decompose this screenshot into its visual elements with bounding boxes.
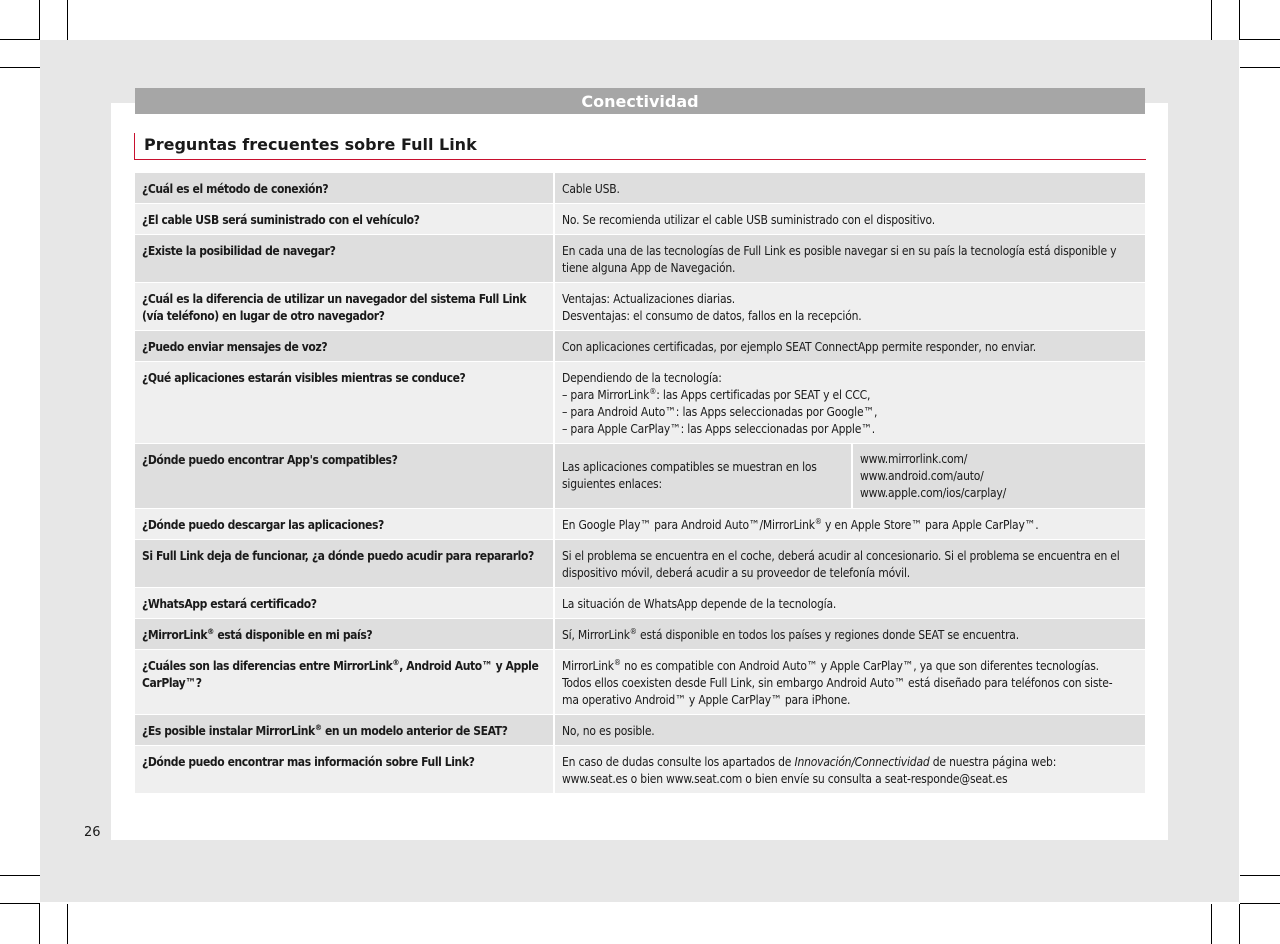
- crop-mark: [0, 875, 40, 876]
- faq-row: [134, 235, 1146, 282]
- faq-answer: [555, 588, 1145, 618]
- faq-row: [134, 509, 1146, 539]
- answer-line: – para Apple CarPlay™: las Apps seleccionadas por Apple™.: [562, 422, 875, 436]
- question-line: ¿Puedo enviar mensajes de voz?: [142, 340, 328, 354]
- faq-question: [135, 283, 553, 330]
- question-line: ¿Cuál es la diferencia de utilizar un navegador del sistema Full Link (vía: [142, 292, 527, 323]
- faq-question: [135, 444, 553, 508]
- answer-line: – para MirrorLink®: las Apps certificadas por SEAT y el CCC,: [562, 387, 871, 402]
- android-auto-url[interactable]: www.android.com/auto/: [860, 468, 984, 483]
- answer-line: No, no es posible.: [562, 724, 655, 738]
- answer-line: Todos ellos coexisten desde Full Link, sin embargo Android Auto™ está diseñado para teléfonos con siste-: [562, 676, 1113, 690]
- faq-answer: [555, 540, 1145, 587]
- faq-row: [134, 540, 1146, 587]
- mirrorlink-url[interactable]: www.mirrorlink.com/: [860, 451, 968, 466]
- crop-mark: [0, 39, 40, 40]
- faq-answer: [555, 509, 1145, 539]
- answer-line: tiene alguna App de Navegación.: [562, 261, 736, 275]
- faq-answer: [555, 204, 1145, 234]
- faq-answer: [555, 331, 1145, 361]
- faq-row: [134, 173, 1146, 203]
- crop-mark: [39, 904, 40, 944]
- faq-row: [134, 444, 1146, 508]
- faq-question: [135, 509, 553, 539]
- faq-question: [135, 362, 553, 443]
- faq-row: [134, 650, 1146, 714]
- faq-question: [135, 746, 553, 793]
- faq-row: [134, 746, 1146, 793]
- crop-mark: [39, 0, 40, 40]
- faq-row: [134, 715, 1146, 745]
- answer-description: [555, 444, 849, 508]
- answer-line: Dependiendo de la tecnología:: [562, 371, 722, 385]
- faq-answer: [555, 362, 1145, 443]
- crop-mark: [1240, 903, 1280, 904]
- answer-line: siguientes enlaces:: [562, 477, 662, 491]
- faq-row: [134, 362, 1146, 443]
- faq-question: [135, 619, 553, 649]
- answer-line: Si el problema se encuentra en el coche, deberá acudir al concesionario. Si el problema se encuentra en el: [562, 549, 1120, 563]
- answer-line: MirrorLink® no es compatible con Android Auto™ y Apple CarPlay™, ya que son diferentes tecnologías.: [562, 658, 1099, 673]
- answer-line: Cable USB.: [562, 182, 620, 196]
- answer-line: Sí, MirrorLink® está disponible en todos los países y regiones donde SEAT se encuentra.: [562, 627, 1019, 642]
- faq-answer: [555, 650, 1145, 714]
- answer-line: [562, 754, 1138, 771]
- answer-line: La situación de WhatsApp depende de la tecnología.: [562, 597, 837, 611]
- carplay-url[interactable]: www.apple.com/ios/carplay/: [860, 485, 1007, 500]
- question-line: ¿WhatsApp estará certificado?: [142, 597, 317, 611]
- answer-line: Con aplicaciones certificadas, por ejemplo SEAT ConnectApp permite responder, no enviar.: [562, 340, 1036, 354]
- crop-mark: [67, 0, 68, 40]
- faq-question: [135, 235, 553, 282]
- answer-line: Las aplicaciones compatibles se muestran en los: [562, 460, 817, 474]
- section-title: [134, 133, 1146, 160]
- faq-question: [135, 588, 553, 618]
- crop-mark: [1239, 0, 1240, 40]
- question-line: teléfono) en lugar de otro navegador?: [166, 309, 385, 323]
- crop-mark: [1211, 0, 1212, 40]
- faq-answer: [555, 444, 1145, 508]
- answer-line: dispositivo móvil, deberá acudir a su proveedor de telefonía móvil.: [562, 566, 911, 580]
- answer-line: Ventajas: Actualizaciones diarias.: [562, 292, 736, 306]
- question-line: ¿Cuál es el método de conexión?: [142, 182, 329, 196]
- faq-question: [135, 715, 553, 745]
- faq-question: [135, 173, 553, 203]
- question-line: CarPlay™?: [142, 676, 202, 690]
- question-line: ¿El cable USB será suministrado con el vehículo?: [142, 213, 420, 227]
- question-line: ¿Es posible instalar MirrorLink® en un modelo anterior de SEAT?: [142, 723, 508, 738]
- answer-links: [851, 444, 1145, 508]
- answer-text: En caso de dudas consulte los apartados de: [562, 755, 795, 769]
- crop-mark: [1240, 67, 1280, 68]
- faq-answer: [555, 173, 1145, 203]
- faq-question: [135, 204, 553, 234]
- faq-row: [134, 283, 1146, 330]
- faq-row: [134, 619, 1146, 649]
- crop-mark: [0, 67, 40, 68]
- faq-answer: [555, 283, 1145, 330]
- crop-mark: [0, 903, 40, 904]
- faq-answer: [555, 619, 1145, 649]
- answer-line: En cada una de las tecnologías de Full Link es posible navegar si en su país la tecnología está disponible y: [562, 244, 1117, 258]
- answer-line: ma operativo Android™ y Apple CarPlay™ para iPhone.: [562, 693, 851, 707]
- answer-line: – para Android Auto™: las Apps seleccionadas por Google™,: [562, 405, 878, 419]
- question-line: ¿Dónde puedo encontrar mas información sobre Full Link?: [142, 755, 475, 769]
- faq-question: [135, 650, 553, 714]
- crop-mark: [1239, 904, 1240, 944]
- faq-row: [134, 588, 1146, 618]
- question-line: Si Full Link deja de funcionar, ¿a dónde puedo acudir para repararlo?: [142, 549, 534, 563]
- page-number: 26: [84, 825, 101, 840]
- question-line: ¿Dónde puedo descargar las aplicaciones?: [142, 518, 384, 532]
- crop-mark: [67, 904, 68, 944]
- faq-answer: [555, 746, 1145, 793]
- faq-question: [135, 331, 553, 361]
- chapter-header: Conectividad: [135, 88, 1145, 114]
- faq-row: [134, 204, 1146, 234]
- question-line: ¿Cuáles son las diferencias entre MirrorLink®, Android Auto™ y Apple: [142, 658, 539, 673]
- crop-mark: [1211, 904, 1212, 944]
- answer-line: Desventajas: el consumo de datos, fallos en la recepción.: [562, 309, 862, 323]
- faq-answer: [555, 235, 1145, 282]
- crop-mark: [1240, 39, 1280, 40]
- answer-text: de nuestra página web:: [929, 755, 1057, 769]
- website-section-name: Innovación/Connectividad: [794, 755, 930, 769]
- question-line: ¿Existe la posibilidad de navegar?: [142, 244, 336, 258]
- question-line: ¿Qué aplicaciones estarán visibles mientras se conduce?: [142, 371, 466, 385]
- question-line: ¿Dónde puedo encontrar App's compatibles?: [142, 453, 398, 467]
- answer-line: En Google Play™ para Android Auto™/MirrorLink® y en Apple Store™ para Apple CarPlay™.: [562, 517, 1039, 532]
- faq-row: [134, 331, 1146, 361]
- section-title-text: Preguntas frecuentes sobre Full Link: [144, 135, 477, 154]
- question-line: ¿MirrorLink® está disponible en mi país?: [142, 627, 373, 642]
- answer-line: www.seat.es o bien www.seat.com o bien envíe su consulta a seat-responde@seat.es: [562, 772, 1008, 786]
- faq-answer: [555, 715, 1145, 745]
- crop-mark: [1240, 875, 1280, 876]
- answer-line: No. Se recomienda utilizar el cable USB suministrado con el dispositivo.: [562, 213, 935, 227]
- faq-question: [135, 540, 553, 587]
